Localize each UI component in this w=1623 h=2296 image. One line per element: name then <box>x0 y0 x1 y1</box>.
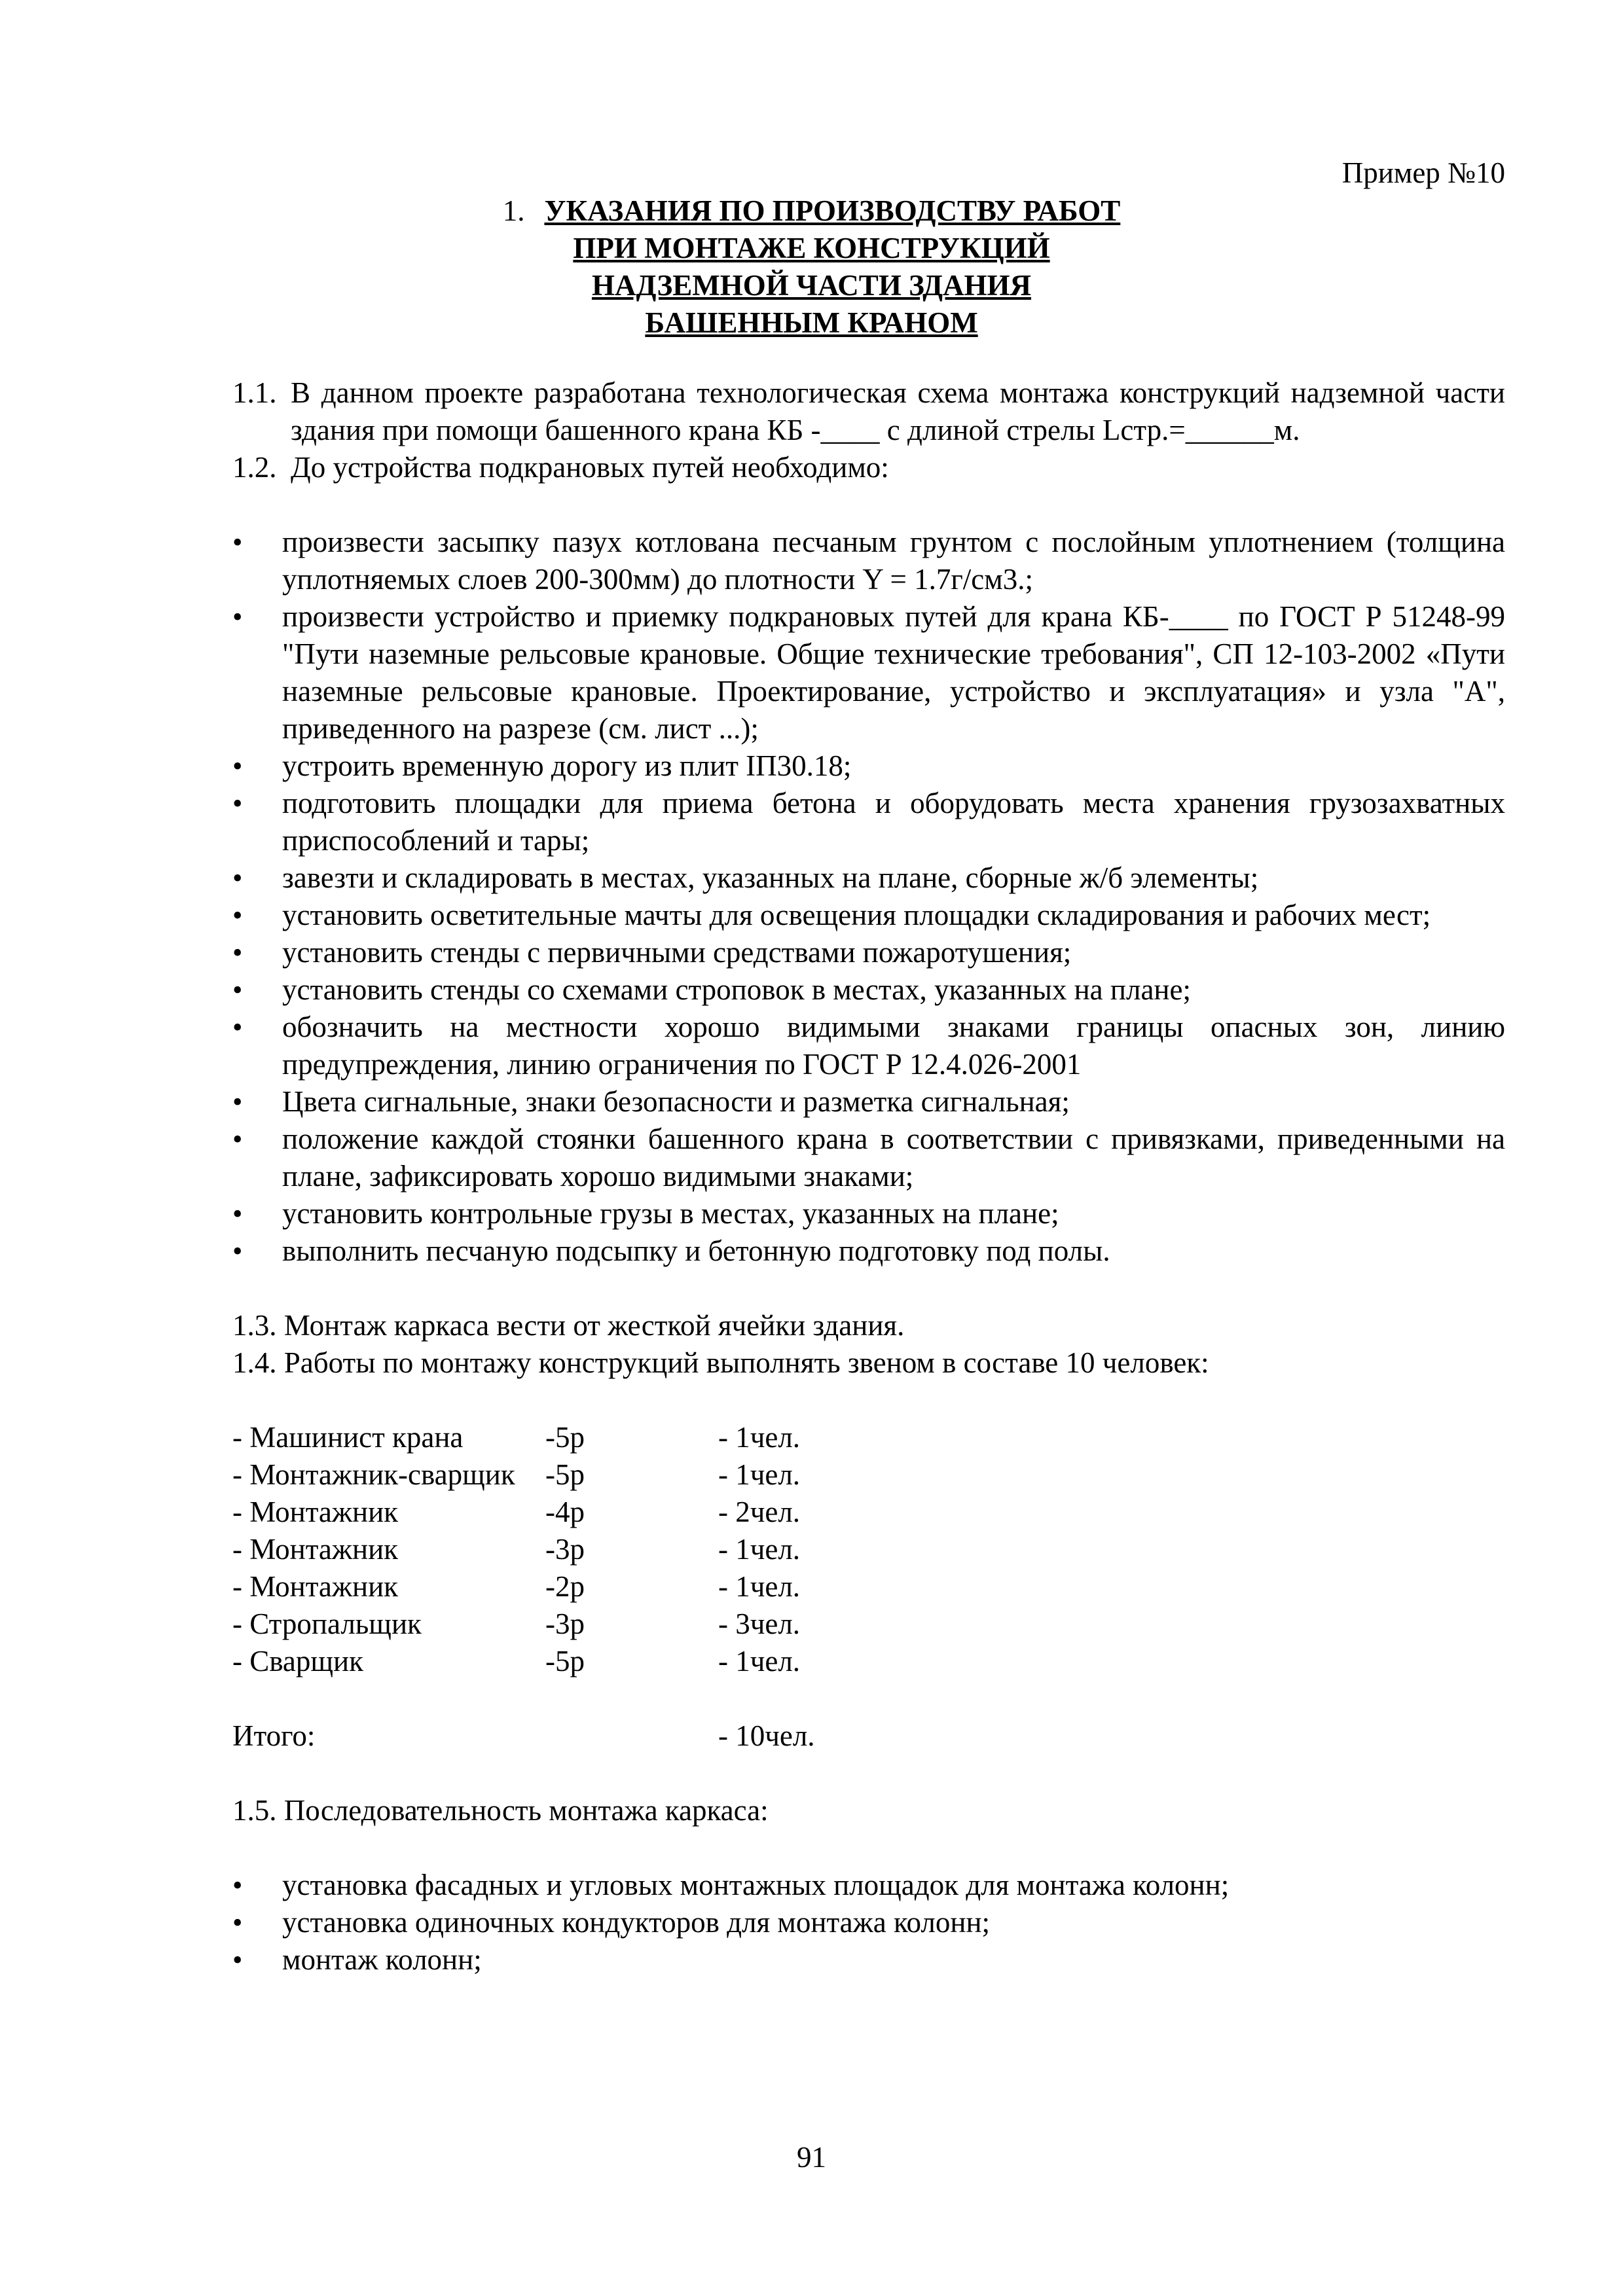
heading-line-2: ПРИ МОНТАЖЕ КОНСТРУКЦИЙ <box>573 232 1050 264</box>
paragraph-1-2 <box>232 449 1505 486</box>
crew-rank: -2р <box>545 1570 585 1603</box>
paragraph-number: 1.2. <box>232 451 277 484</box>
crew-rank: -5р <box>545 1421 585 1454</box>
crew-table <box>232 1419 1505 1755</box>
crew-count: - 1чел. <box>718 1533 801 1566</box>
crew-role: - Стропальщик <box>232 1607 422 1640</box>
crew-role: - Сварщик <box>232 1645 363 1677</box>
paragraph-1-1 <box>232 374 1505 449</box>
crew-role: - Монтажник <box>232 1496 399 1528</box>
paragraph-1-4: 1.4. Работы по монтажу конструкций выполнять звеном в составе 10 человек: <box>232 1346 1209 1379</box>
list-item: • установить осветительные мачты для освещения площадки складирования и рабочих мест; <box>232 897 1505 934</box>
crew-count: - 3чел. <box>718 1607 801 1640</box>
crew-role: - Машинист крана <box>232 1421 464 1454</box>
section-number: 1. <box>502 194 525 227</box>
document-body <box>232 374 1505 1979</box>
crew-count: - 1чел. <box>718 1570 801 1603</box>
list-item: • произвести устройство и приемку подкрановых путей для крана КБ-____ по ГОСТ Р 51248-99 "Пути наземные рельсовые крановые. Общие технические требования", СП 12-103-2002 «Пути наземные рельсовые крановые. Проектирование, устройство и эксплуатация» и узла "А", приведенного на разрезе (см. лист ...); <box>232 598 1505 747</box>
heading-line-3: НАДЗЕМНОЙ ЧАСТИ ЗДАНИЯ <box>591 269 1032 302</box>
crew-count: - 1чел. <box>718 1458 801 1491</box>
paragraph-1-3: 1.3. Монтаж каркаса вести от жесткой ячейки здания. <box>232 1309 905 1342</box>
example-label: Пример №10 <box>1341 156 1505 189</box>
page-number: 91 <box>797 2141 826 2174</box>
crew-rank: -5р <box>545 1645 585 1677</box>
crew-row <box>232 1419 1505 1456</box>
heading-text-1: УКАЗАНИЯ ПО ПРОИЗВОДСТВУ РАБОТ <box>544 194 1121 227</box>
list-item: • выполнить песчаную подсыпку и бетонную подготовку под полы. <box>232 1232 1505 1270</box>
list-item: • завезти и складировать в местах, указанных на плане, сборные ж/б элементы; <box>232 859 1505 897</box>
crew-role: - Монтажник <box>232 1533 399 1566</box>
crew-row <box>232 1643 1505 1680</box>
crew-role: - Монтажник <box>232 1570 399 1603</box>
paragraph-1-5: 1.5. Последовательность монтажа каркаса: <box>232 1794 769 1827</box>
total-count: - 10чел. <box>718 1719 815 1752</box>
crew-row <box>232 1456 1505 1494</box>
preparation-list <box>232 524 1505 1270</box>
crew-total-row <box>232 1717 1505 1755</box>
list-item: • обозначить на местности хорошо видимыми знаками границы опасных зон, линию предупреждения, линию ограничения по ГОСТ Р 12.4.026-2001 <box>232 1009 1505 1083</box>
list-item: • Цвета сигнальные, знаки безопасности и разметка сигнальная; <box>232 1083 1505 1121</box>
crew-row <box>232 1494 1505 1531</box>
crew-count: - 1чел. <box>718 1421 801 1454</box>
list-item: • установить стенды с первичными средствами пожаротушения; <box>232 934 1505 971</box>
crew-row <box>232 1531 1505 1568</box>
section-heading <box>0 192 1623 342</box>
assembly-sequence-list <box>232 1867 1505 1979</box>
heading-line-4: БАШЕННЫМ КРАНОМ <box>645 306 978 339</box>
list-item: • установка одиночных кондукторов для монтажа колонн; <box>232 1904 1505 1941</box>
crew-rank: -3р <box>545 1607 585 1640</box>
list-item: • установка фасадных и угловых монтажных площадок для монтажа колонн; <box>232 1867 1505 1904</box>
crew-rank: -4р <box>545 1496 585 1528</box>
list-item: • подготовить площадки для приема бетона и оборудовать места хранения грузозахватных приспособлений и тары; <box>232 785 1505 859</box>
list-item: • установить стенды со схемами строповок в местах, указанных на плане; <box>232 971 1505 1009</box>
heading-line-1 <box>0 192 1623 230</box>
list-item: • установить контрольные грузы в местах, указанных на плане; <box>232 1195 1505 1232</box>
list-item: • произвести засыпку пазух котлована песчаным грунтом с послойным уплотнением (толщина уплотняемых слоев 200-300мм) до плотности Y = 1.7г/см3.; <box>232 524 1505 598</box>
crew-rank: -3р <box>545 1533 585 1566</box>
total-label: Итого: <box>232 1719 316 1752</box>
crew-role: - Монтажник-сварщик <box>232 1458 515 1491</box>
list-item: • устроить временную дорогу из плит IП30.18; <box>232 747 1505 785</box>
list-item: • монтаж колонн; <box>232 1941 1505 1979</box>
crew-row <box>232 1605 1505 1643</box>
crew-row <box>232 1568 1505 1605</box>
crew-rank: -5р <box>545 1458 585 1491</box>
crew-count: - 2чел. <box>718 1496 801 1528</box>
paragraph-text: До устройства подкрановых путей необходимо: <box>291 451 889 484</box>
paragraph-number: 1.1. <box>232 376 277 409</box>
crew-count: - 1чел. <box>718 1645 801 1677</box>
list-item: • положение каждой стоянки башенного крана в соответствии с привязками, приведенными на плане, зафиксировать хорошо видимыми знаками; <box>232 1121 1505 1195</box>
paragraph-text: В данном проекте разработана технологическая схема монтажа конструкций надземной части здания при помощи башенного крана КБ -____ с длиной стрелы Lстр.=______м. <box>291 376 1505 446</box>
